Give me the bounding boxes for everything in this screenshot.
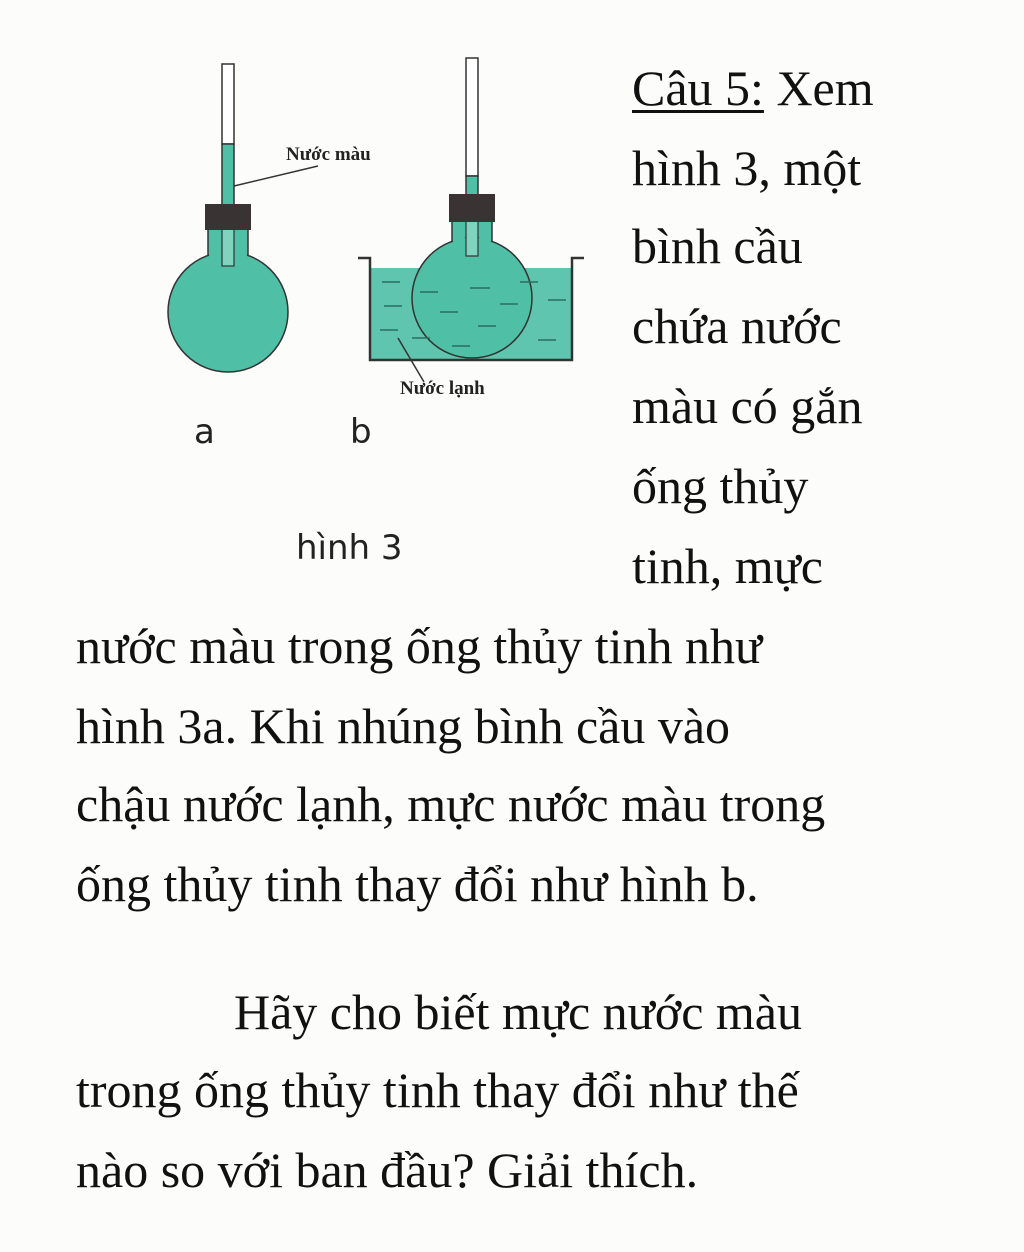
question-side-text-6: ống thủy [632,458,809,514]
prompt-line-3: nào so với ban đầu? Giải thích. [76,1142,699,1198]
colored-water-label: Nước màu [286,144,371,165]
prompt-line-2: trong ống thủy tinh thay đổi như thế [76,1062,799,1118]
question-line-1 [632,58,874,118]
question-text-line-3: chậu nước lạnh, mực nước màu trong [76,776,826,832]
flask-diagram [0,0,620,620]
prompt-line-1: Hãy cho biết mực nước màu [234,984,802,1040]
question-side-text-2: hình 3, một [632,140,862,196]
question-text-line-2: hình 3a. Khi nhúng bình cầu vào [76,698,731,754]
question-text-line-4: ống thủy tinh thay đổi như hình b. [76,856,759,912]
question-side-text-3: bình cầu [632,218,803,274]
flask-a [168,64,288,372]
figure-hinh-3 [0,0,620,620]
question-side-text-5: màu có gắn [632,378,863,434]
question-side-text-1: Xem [763,60,874,116]
figure-caption: hình 3 [296,528,403,568]
flask-a-label: a [194,412,215,452]
flask-b-label: b [350,412,372,452]
question-side-text-7: tinh, mực [632,538,823,594]
question-label: Câu 5: [632,60,764,116]
flask-b [358,58,584,360]
question-text-line-1: nước màu trong ống thủy tinh như [76,618,763,674]
cold-water-label: Nước lạnh [400,378,485,399]
question-side-text-4: chứa nước [632,298,842,354]
